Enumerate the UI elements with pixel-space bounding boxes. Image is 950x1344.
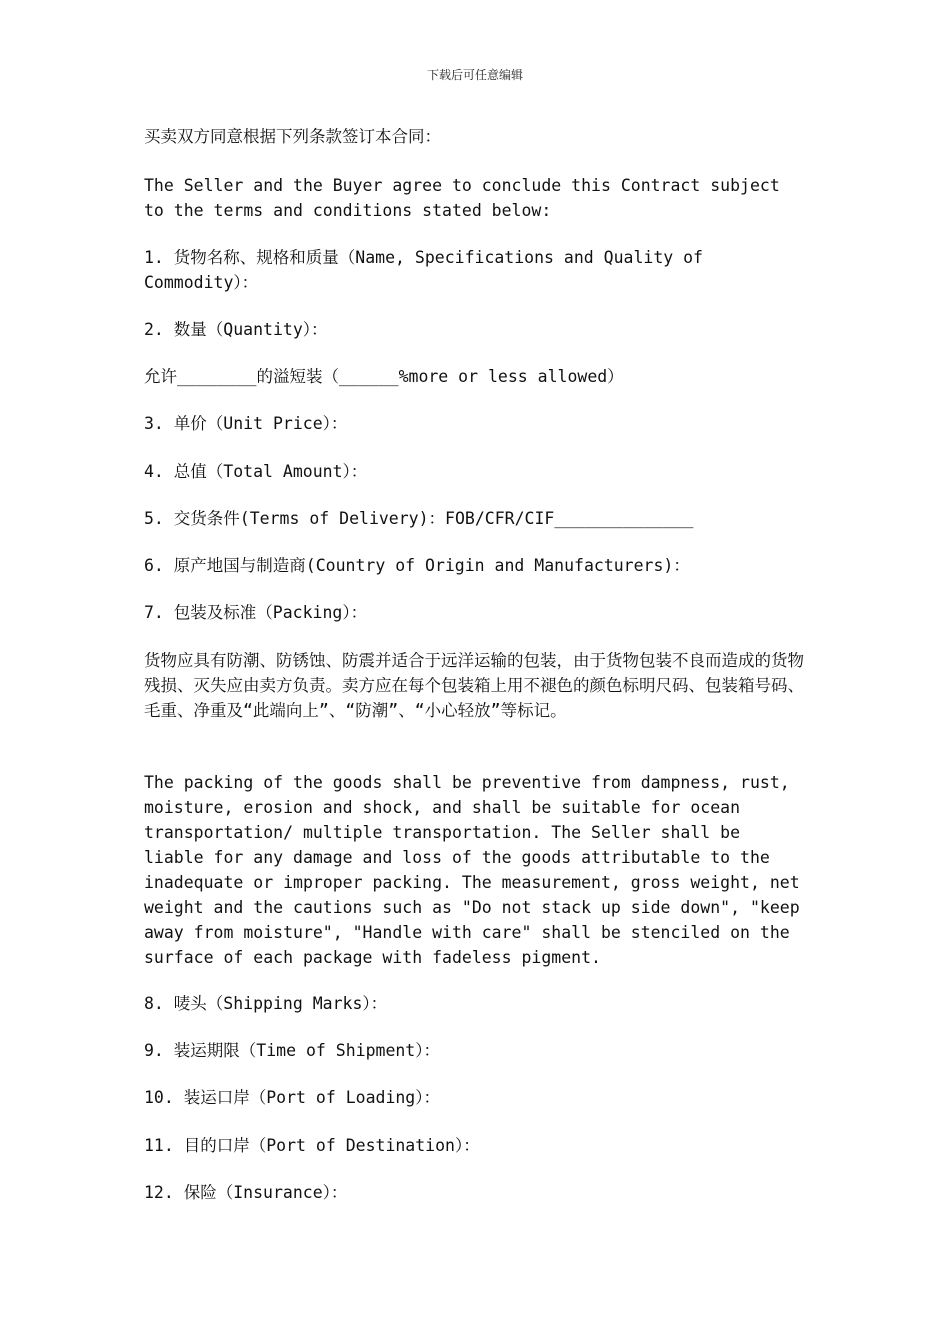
clause-7: 7. 包装及标准（Packing）： — [144, 603, 368, 622]
clause-5: 5. 交货条件(Terms of Delivery)：FOB/CFR/CIF______________ — [144, 509, 694, 528]
clause-12: 12. 保险（Insurance）： — [144, 1183, 348, 1202]
clause-4: 4. 总值（Total Amount）： — [144, 462, 368, 481]
clause-6: 6. 原产地国与制造商(Country of Origin and Manufacturers)： — [144, 556, 690, 575]
clause-10: 10. 装运口岸（Port of Loading）： — [144, 1088, 440, 1107]
clause-2: 2. 数量（Quantity）： — [144, 320, 328, 339]
clause-8: 8. 唛头（Shipping Marks）： — [144, 994, 388, 1013]
clause-1: 1. 货物名称、规格和质量（Name, Specifications and Quality of Commodity）： — [144, 248, 703, 292]
intro-en: The Seller and the Buyer agree to conclude this Contract subject to the terms and conditions stated below: — [144, 176, 780, 220]
clause-9: 9. 装运期限（Time of Shipment）： — [144, 1041, 440, 1060]
quantity-allowance: 允许________的溢短装（______%more or less allowed） — [144, 367, 624, 386]
intro-cn: 买卖双方同意根据下列条款签订本合同： — [144, 127, 441, 146]
packing-en: The packing of the goods shall be preventive from dampness, rust, moisture, erosion and shock, and shall be suitable for ocean transportation/ multiple transportation. The Seller shall be liable for any damage and loss of the goods attributable to the inadequate or improper packing. The measurement, gross weight, net weight and the cautions such as "Do not stack up side down", "keep away from moisture", "Handle with care" shall be stenciled on the surface of each package with fadeless pigment. — [144, 773, 800, 967]
clause-11: 11. 目的口岸（Port of Destination）： — [144, 1136, 480, 1155]
clause-3: 3. 单价（Unit Price）： — [144, 414, 348, 433]
packing-cn: 货物应具有防潮、防锈蚀、防震并适合于远洋运输的包装，由于货物包装不良而造成的货物残损、灭失应由卖方负责。卖方应在每个包装箱上用不褪色的颜色标明尺码、包装箱号码、毛重、净重及“此端向上”、“防潮”、“小心轻放”等标记。 — [144, 651, 804, 720]
page-header-note: 下载后可任意编辑 — [426, 68, 523, 82]
